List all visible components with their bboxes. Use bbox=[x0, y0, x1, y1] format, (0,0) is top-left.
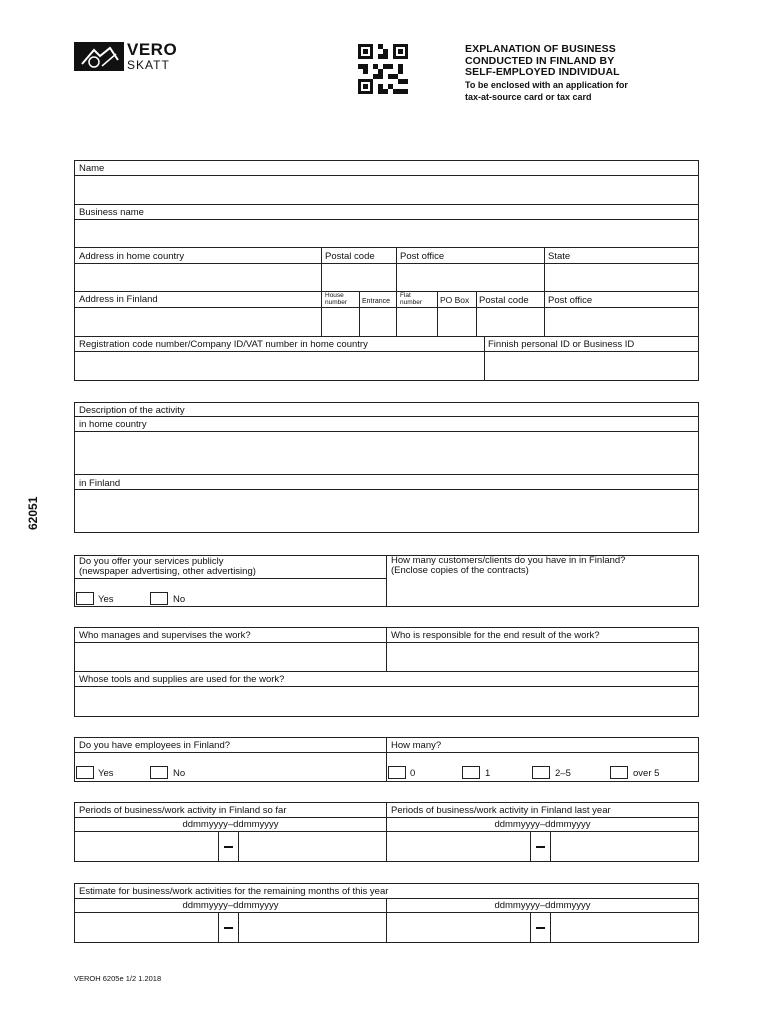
employees-yes-label: Yes bbox=[98, 768, 114, 779]
manages-label: Who manages and supervises the work? bbox=[79, 630, 251, 641]
activity-finland-field[interactable] bbox=[75, 490, 698, 532]
count-2-5-checkbox[interactable] bbox=[532, 766, 550, 779]
business-name-field[interactable] bbox=[75, 220, 698, 247]
last-year-end-field[interactable] bbox=[551, 832, 698, 861]
employees-label: Do you have employees in Finland? bbox=[79, 740, 231, 751]
customers-label: How many customers/clients do you have in in Finland? (Enclose copies of the contracts) bbox=[391, 555, 626, 576]
responsible-label: Who is responsible for the end result of the work? bbox=[391, 630, 600, 641]
in-finland-label: in Finland bbox=[79, 478, 121, 489]
last-year-dash bbox=[536, 846, 545, 848]
how-many-label: How many? bbox=[391, 740, 442, 751]
post-office-field[interactable] bbox=[397, 264, 543, 291]
count-0-label: 0 bbox=[410, 768, 416, 779]
description-label: Description of the activity bbox=[79, 405, 185, 416]
employees-no-checkbox[interactable] bbox=[150, 766, 168, 779]
count-2-5-label: 2–5 bbox=[555, 768, 571, 779]
form-subtitle: To be enclosed with an application for tax-at-source card or tax card bbox=[465, 80, 628, 102]
qr-code-icon bbox=[358, 44, 408, 94]
estimate-2-start-field[interactable] bbox=[388, 913, 529, 942]
offer-no-checkbox[interactable] bbox=[150, 592, 168, 605]
logo-skatt-text: SKATT bbox=[127, 58, 170, 72]
last-year-start-field[interactable] bbox=[388, 832, 529, 861]
so-far-start-field[interactable] bbox=[75, 832, 217, 861]
date-format-so-far: ddmmyyyy–ddmmyyyy bbox=[182, 819, 279, 830]
employees-no-label: No bbox=[173, 768, 186, 779]
po-box-label: PO Box bbox=[440, 295, 470, 305]
address-finland-label: Address in Finland bbox=[79, 294, 158, 305]
side-form-code: 62051 bbox=[26, 496, 40, 530]
name-label: Name bbox=[79, 163, 105, 174]
qr-code bbox=[358, 44, 408, 94]
estimate-1-dash bbox=[224, 927, 233, 929]
offer-yes-checkbox[interactable] bbox=[76, 592, 94, 605]
estimate-1-end-field[interactable] bbox=[239, 913, 385, 942]
finnish-id-field[interactable] bbox=[485, 352, 698, 380]
periods-so-far-label: Periods of business/work activity in Finland so far bbox=[79, 805, 287, 816]
responsible-field[interactable] bbox=[388, 643, 698, 671]
vero-logo bbox=[74, 40, 178, 72]
flat-number-label: Flat number bbox=[400, 292, 423, 306]
postal-code-field[interactable] bbox=[322, 264, 395, 291]
address-home-field[interactable] bbox=[75, 264, 320, 291]
estimate-2-dash bbox=[536, 927, 545, 929]
count-0-checkbox[interactable] bbox=[388, 766, 406, 779]
manages-field[interactable] bbox=[75, 643, 385, 671]
customers-field[interactable] bbox=[388, 580, 698, 606]
offer-no-label: No bbox=[173, 594, 186, 605]
count-1-label: 1 bbox=[485, 768, 491, 779]
postal-code-label: Postal code bbox=[325, 251, 375, 262]
estimate-1-start-field[interactable] bbox=[75, 913, 217, 942]
so-far-dash bbox=[224, 846, 233, 848]
home-country-label: in home country bbox=[79, 419, 147, 430]
postal-code-fi-label: Postal code bbox=[479, 295, 529, 306]
count-over-5-label: over 5 bbox=[633, 768, 660, 779]
entrance-label: Entrance bbox=[362, 298, 391, 305]
registration-field[interactable] bbox=[75, 352, 483, 380]
logo-vero-text: VERO bbox=[127, 40, 178, 59]
date-format-last-year: ddmmyyyy–ddmmyyyy bbox=[494, 819, 591, 830]
periods-last-year-label: Periods of business/work activity in Finland last year bbox=[391, 805, 611, 816]
footer-form-code: VEROH 6205e 1/2 1.2018 bbox=[74, 974, 162, 983]
estimate-label: Estimate for business/work activities for the remaining months of this year bbox=[79, 886, 389, 897]
state-label: State bbox=[548, 251, 571, 262]
activity-home-field[interactable] bbox=[75, 432, 698, 474]
estimate-2-end-field[interactable] bbox=[551, 913, 698, 942]
estimate-date-format-2: ddmmyyyy–ddmmyyyy bbox=[494, 900, 591, 911]
tools-label: Whose tools and supplies are used for the work? bbox=[79, 674, 285, 685]
address-finland-field[interactable] bbox=[75, 308, 320, 336]
finnish-id-label: Finnish personal ID or Business ID bbox=[488, 339, 635, 350]
post-office-label: Post office bbox=[400, 251, 445, 262]
post-office-fi-label: Post office bbox=[548, 295, 593, 306]
offer-yes-label: Yes bbox=[98, 594, 114, 605]
address-home-label: Address in home country bbox=[79, 251, 185, 262]
offer-publicly-label: Do you offer your services publicly (newspaper advertising, other advertising) bbox=[79, 556, 256, 577]
name-field[interactable] bbox=[75, 176, 698, 204]
count-1-checkbox[interactable] bbox=[462, 766, 480, 779]
form-title: EXPLANATION OF BUSINESS CONDUCTED IN FINLAND BY SELF-EMPLOYED INDIVIDUAL bbox=[465, 43, 620, 78]
business-name-label: Business name bbox=[79, 207, 144, 218]
count-over-5-checkbox[interactable] bbox=[610, 766, 628, 779]
tools-field[interactable] bbox=[75, 687, 698, 716]
estimate-date-format-1: ddmmyyyy–ddmmyyyy bbox=[182, 900, 279, 911]
employees-yes-checkbox[interactable] bbox=[76, 766, 94, 779]
state-field[interactable] bbox=[545, 264, 698, 291]
house-number-label: House number bbox=[325, 292, 348, 306]
registration-label: Registration code number/Company ID/VAT number in home country bbox=[79, 339, 368, 350]
so-far-end-field[interactable] bbox=[239, 832, 385, 861]
